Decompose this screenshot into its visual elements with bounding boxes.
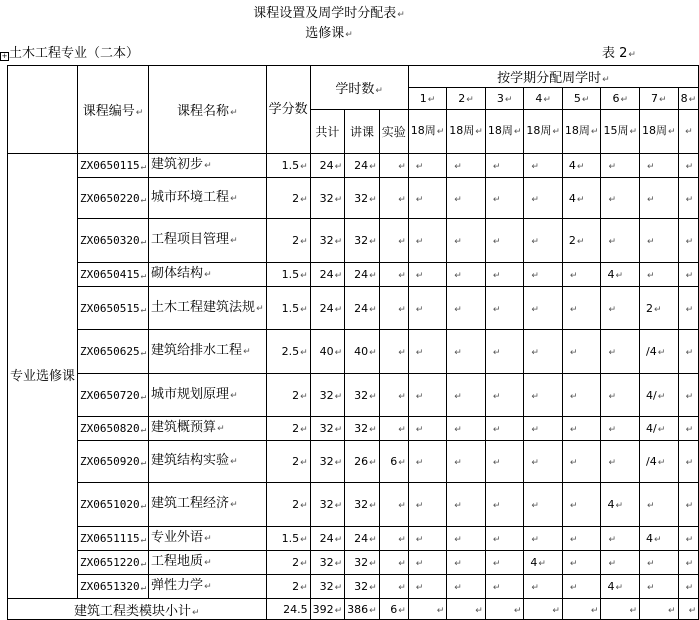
semester-hours-7: 2↵ [640, 287, 679, 330]
header-lecture: 讲课 [345, 110, 380, 154]
header-hours: 学时数↵ [310, 66, 408, 110]
table-row [8, 287, 699, 330]
semester-hours-3: ↵ [485, 483, 524, 527]
semester-hours-8: ↵ [678, 417, 699, 441]
course-lab-hours: ↵ [379, 483, 408, 527]
course-lecture-hours: 40↵ [345, 330, 380, 374]
semester-hours-1: ↵ [408, 178, 447, 219]
course-total-hours: 32↵ [310, 178, 345, 219]
course-total-hours: 32↵ [310, 483, 345, 527]
semester-hours-1: ↵ [408, 441, 447, 483]
semester-hours-7: ↵ [640, 154, 679, 178]
course-total-hours: 24↵ [310, 263, 345, 287]
semester-hours-8: ↵ [678, 483, 699, 527]
semester-hours-7: ↵ [640, 263, 679, 287]
semester-hours-8: ↵ [678, 374, 699, 417]
header-weeks-4: 18周↵ [524, 110, 563, 154]
semester-hours-6: 4↵ [601, 483, 640, 527]
semester-hours-2: ↵ [447, 263, 486, 287]
course-total-hours: 24↵ [310, 527, 345, 551]
course-code: ZX0651115↵ [78, 527, 149, 551]
semester-hours-7: ↵ [640, 551, 679, 575]
semester-hours-1: ↵ [408, 483, 447, 527]
course-credits: 2↵ [266, 575, 310, 599]
table-row [8, 527, 699, 551]
major-label: 土木工程专业（二本） [9, 46, 140, 61]
subtotal-lecture-hours: 386↵ [345, 599, 380, 620]
course-name: 土木工程建筑法规↵ [149, 287, 267, 330]
semester-hours-8: ↵ [678, 178, 699, 219]
header-semester-8: 8↵ [678, 88, 699, 110]
semester-hours-1: ↵ [408, 154, 447, 178]
course-credits: 2↵ [266, 441, 310, 483]
course-name: 工程地质↵ [149, 551, 267, 575]
semester-hours-4: ↵ [524, 483, 563, 527]
header-total: 共计 [310, 110, 345, 154]
course-lab-hours: ↵ [379, 551, 408, 575]
semester-hours-8: ↵ [678, 527, 699, 551]
course-name: 工程项目管理↵ [149, 219, 267, 263]
course-code: ZX0650515↵ [78, 287, 149, 330]
semester-hours-7: ↵ [640, 178, 679, 219]
semester-hours-1: ↵ [408, 417, 447, 441]
semester-hours-1: ↵ [408, 287, 447, 330]
semester-hours-3: ↵ [485, 527, 524, 551]
table-anchor-icon[interactable]: + [1, 52, 8, 60]
course-name: 城市规划原理↵ [149, 374, 267, 417]
semester-hours-8: ↵ [678, 551, 699, 575]
course-total-hours: 40↵ [310, 330, 345, 374]
semester-hours-5: 2↵ [562, 219, 601, 263]
course-name: 建筑概预算↵ [149, 417, 267, 441]
semester-hours-4: ↵ [524, 263, 563, 287]
course-credits: 1.5↵ [266, 287, 310, 330]
semester-hours-4: ↵ [524, 374, 563, 417]
course-lecture-hours: 32↵ [345, 483, 380, 527]
semester-hours-3: ↵ [485, 417, 524, 441]
course-total-hours: 32↵ [310, 417, 345, 441]
semester-hours-6: ↵ [601, 441, 640, 483]
semester-hours-4: ↵ [524, 527, 563, 551]
course-name: 砌体结构↵ [149, 263, 267, 287]
table-number: 表 2↵ [602, 46, 636, 61]
semester-hours-5: ↵ [562, 417, 601, 441]
table-row [8, 417, 699, 441]
category-cell: 专业选修课 [8, 154, 78, 599]
course-lab-hours: ↵ [379, 154, 408, 178]
semester-hours-5: ↵ [562, 527, 601, 551]
semester-hours-7: 4/↵ [640, 417, 679, 441]
course-lecture-hours: 32↵ [345, 575, 380, 599]
semester-hours-8: ↵ [678, 263, 699, 287]
header-code: 课程编号↵ [78, 66, 149, 154]
course-total-hours: 32↵ [310, 219, 345, 263]
semester-hours-8: ↵ [678, 287, 699, 330]
course-lab-hours: ↵ [379, 417, 408, 441]
course-total-hours: 32↵ [310, 441, 345, 483]
course-code: ZX0651320↵ [78, 575, 149, 599]
semester-hours-2: ↵ [447, 483, 486, 527]
semester-hours-3: ↵ [485, 154, 524, 178]
course-lecture-hours: 32↵ [345, 178, 380, 219]
course-code: ZX0651220↵ [78, 551, 149, 575]
course-total-hours: 32↵ [310, 374, 345, 417]
semester-hours-4: ↵ [524, 219, 563, 263]
semester-hours-1: ↵ [408, 219, 447, 263]
course-credits: 2↵ [266, 374, 310, 417]
table-row [8, 154, 699, 178]
course-total-hours: 24↵ [310, 287, 345, 330]
semester-hours-4: ↵ [524, 154, 563, 178]
semester-hours-5: ↵ [562, 330, 601, 374]
subtotal-semester-4: ↵ [524, 599, 563, 620]
course-credits: 1.5↵ [266, 263, 310, 287]
semester-hours-6: 4↵ [601, 575, 640, 599]
semester-hours-1: ↵ [408, 374, 447, 417]
course-lab-hours: ↵ [379, 178, 408, 219]
header-semester-4: 4↵ [524, 88, 563, 110]
course-lecture-hours: 32↵ [345, 551, 380, 575]
course-total-hours: 24↵ [310, 154, 345, 178]
table-row [8, 575, 699, 599]
page-subtitle: 选修课↵ [305, 26, 353, 41]
course-credits: 2↵ [266, 219, 310, 263]
corner-cell [8, 66, 78, 154]
course-credits: 2↵ [266, 483, 310, 527]
subtotal-total-hours: 392↵ [310, 599, 345, 620]
semester-hours-8: ↵ [678, 441, 699, 483]
table-row [8, 483, 699, 527]
course-credits: 2.5↵ [266, 330, 310, 374]
semester-hours-2: ↵ [447, 287, 486, 330]
subtotal-semester-8: ↵ [678, 599, 699, 620]
semester-hours-2: ↵ [447, 417, 486, 441]
course-code: ZX0650720↵ [78, 374, 149, 417]
course-lecture-hours: 26↵ [345, 441, 380, 483]
semester-hours-3: ↵ [485, 219, 524, 263]
header-weeks-2: 18周↵ [447, 110, 486, 154]
semester-hours-1: ↵ [408, 263, 447, 287]
course-code: ZX0650320↵ [78, 219, 149, 263]
course-code: ZX0650820↵ [78, 417, 149, 441]
table-row [8, 374, 699, 417]
semester-hours-7: 4↵ [640, 527, 679, 551]
semester-hours-6: ↵ [601, 374, 640, 417]
header-semester-1: 1↵ [408, 88, 447, 110]
semester-hours-5: ↵ [562, 551, 601, 575]
semester-hours-3: ↵ [485, 263, 524, 287]
header-name: 课程名称↵ [149, 66, 267, 154]
semester-hours-7: ↵ [640, 483, 679, 527]
semester-hours-4: ↵ [524, 330, 563, 374]
semester-hours-2: ↵ [447, 441, 486, 483]
course-credits: 2↵ [266, 417, 310, 441]
semester-hours-5: 4↵ [562, 178, 601, 219]
semester-hours-5: ↵ [562, 483, 601, 527]
semester-hours-2: ↵ [447, 178, 486, 219]
course-credits: 1.5↵ [266, 154, 310, 178]
table-row [8, 551, 699, 575]
semester-hours-7: /4↵ [640, 441, 679, 483]
course-table [7, 65, 699, 620]
semester-hours-6: 4↵ [601, 263, 640, 287]
subtotal-credits: 24.5 [266, 599, 310, 620]
subtotal-label: 建筑工程类模块小计↵ [8, 599, 267, 620]
header-weeks-3: 18周↵ [485, 110, 524, 154]
semester-hours-8: ↵ [678, 575, 699, 599]
course-name: 弹性力学↵ [149, 575, 267, 599]
semester-hours-4: ↵ [524, 575, 563, 599]
course-code: ZX0651020↵ [78, 483, 149, 527]
header-weeks-8: ↵ [678, 110, 699, 154]
semester-hours-3: ↵ [485, 551, 524, 575]
course-code: ZX0650220↵ [78, 178, 149, 219]
subtotal-row [8, 599, 699, 620]
course-credits: 1.5↵ [266, 527, 310, 551]
semester-hours-8: ↵ [678, 154, 699, 178]
semester-hours-3: ↵ [485, 287, 524, 330]
course-lecture-hours: 32↵ [345, 219, 380, 263]
semester-hours-3: ↵ [485, 441, 524, 483]
header-lab: 实验 [379, 110, 408, 154]
header-weeks-5: 18周↵ [562, 110, 601, 154]
header-semester-2: 2↵ [447, 88, 486, 110]
course-lab-hours: ↵ [379, 263, 408, 287]
course-lab-hours: ↵ [379, 219, 408, 263]
semester-hours-3: ↵ [485, 575, 524, 599]
course-lab-hours: ↵ [379, 287, 408, 330]
semester-hours-2: ↵ [447, 330, 486, 374]
header-semester-3: 3↵ [485, 88, 524, 110]
course-lecture-hours: 32↵ [345, 374, 380, 417]
subtotal-lab-hours: 6↵ [379, 599, 408, 620]
semester-hours-2: ↵ [447, 374, 486, 417]
semester-hours-7: 4/↵ [640, 374, 679, 417]
header-credits: 学分数 [266, 66, 310, 154]
semester-hours-2: ↵ [447, 154, 486, 178]
semester-hours-5: ↵ [562, 575, 601, 599]
semester-hours-5: ↵ [562, 441, 601, 483]
header-weeks-7: 18周↵ [640, 110, 679, 154]
course-name: 建筑结构实验↵ [149, 441, 267, 483]
semester-hours-6: ↵ [601, 417, 640, 441]
header-semester-group: 按学期分配周学时↵ [408, 66, 698, 88]
table-row [8, 263, 699, 287]
semester-hours-6: ↵ [601, 154, 640, 178]
course-total-hours: 32↵ [310, 551, 345, 575]
semester-hours-4: 4↵ [524, 551, 563, 575]
semester-hours-5: ↵ [562, 374, 601, 417]
course-name: 城市环境工程↵ [149, 178, 267, 219]
course-lecture-hours: 32↵ [345, 417, 380, 441]
semester-hours-2: ↵ [447, 551, 486, 575]
semester-hours-5: ↵ [562, 287, 601, 330]
course-name: 建筑给排水工程↵ [149, 330, 267, 374]
table-row [8, 219, 699, 263]
semester-hours-1: ↵ [408, 551, 447, 575]
semester-hours-2: ↵ [447, 219, 486, 263]
subtotal-semester-3: ↵ [485, 599, 524, 620]
semester-hours-8: ↵ [678, 330, 699, 374]
subtotal-semester-7: ↵ [640, 599, 679, 620]
header-semester-5: 5↵ [562, 88, 601, 110]
semester-hours-6: ↵ [601, 287, 640, 330]
course-code: ZX0650415↵ [78, 263, 149, 287]
course-lecture-hours: 24↵ [345, 287, 380, 330]
semester-hours-8: ↵ [678, 219, 699, 263]
course-code: ZX0650920↵ [78, 441, 149, 483]
header-semester-6: 6↵ [601, 88, 640, 110]
semester-hours-6: ↵ [601, 330, 640, 374]
course-lecture-hours: 24↵ [345, 527, 380, 551]
course-lab-hours: 6↵ [379, 441, 408, 483]
course-credits: 2↵ [266, 551, 310, 575]
course-name: 建筑初步↵ [149, 154, 267, 178]
course-name: 建筑工程经济↵ [149, 483, 267, 527]
semester-hours-3: ↵ [485, 178, 524, 219]
course-code: ZX0650625↵ [78, 330, 149, 374]
course-name: 专业外语↵ [149, 527, 267, 551]
course-lecture-hours: 24↵ [345, 263, 380, 287]
subtotal-semester-6: ↵ [601, 599, 640, 620]
semester-hours-7: ↵ [640, 575, 679, 599]
table-row [8, 178, 699, 219]
course-code: ZX0650115↵ [78, 154, 149, 178]
semester-hours-7: /4↵ [640, 330, 679, 374]
course-lab-hours: ↵ [379, 374, 408, 417]
subtotal-semester-2: ↵ [447, 599, 486, 620]
semester-hours-3: ↵ [485, 330, 524, 374]
header-semester-7: 7↵ [640, 88, 679, 110]
semester-hours-7: ↵ [640, 219, 679, 263]
semester-hours-4: ↵ [524, 417, 563, 441]
semester-hours-6: ↵ [601, 178, 640, 219]
header-weeks-1: 18周↵ [408, 110, 447, 154]
course-credits: 2↵ [266, 178, 310, 219]
semester-hours-5: ↵ [562, 263, 601, 287]
table-row [8, 330, 699, 374]
semester-hours-4: ↵ [524, 178, 563, 219]
semester-hours-4: ↵ [524, 441, 563, 483]
subtotal-semester-1: ↵ [408, 599, 447, 620]
semester-hours-1: ↵ [408, 575, 447, 599]
semester-hours-6: ↵ [601, 219, 640, 263]
semester-hours-1: ↵ [408, 527, 447, 551]
course-lab-hours: ↵ [379, 575, 408, 599]
semester-hours-5: 4↵ [562, 154, 601, 178]
table-row [8, 441, 699, 483]
semester-hours-4: ↵ [524, 287, 563, 330]
header-weeks-6: 15周↵ [601, 110, 640, 154]
semester-hours-1: ↵ [408, 330, 447, 374]
semester-hours-6: ↵ [601, 527, 640, 551]
semester-hours-2: ↵ [447, 527, 486, 551]
course-lab-hours: ↵ [379, 527, 408, 551]
semester-hours-2: ↵ [447, 575, 486, 599]
course-lecture-hours: 24↵ [345, 154, 380, 178]
semester-hours-6: ↵ [601, 551, 640, 575]
course-total-hours: 32↵ [310, 575, 345, 599]
semester-hours-3: ↵ [485, 374, 524, 417]
page-title: 课程设置及周学时分配表↵ [253, 6, 405, 21]
subtotal-semester-5: ↵ [562, 599, 601, 620]
course-lab-hours: ↵ [379, 330, 408, 374]
